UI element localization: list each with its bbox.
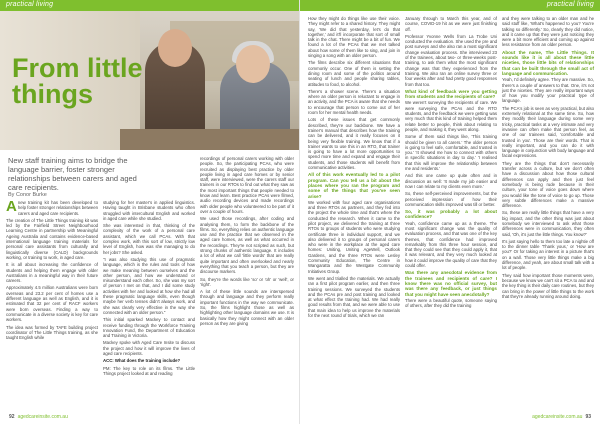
section-label: practical living bbox=[6, 1, 54, 8]
section-header-right bbox=[300, 0, 600, 11]
right-column-1: How they might do things like use their voice. They might refer to a shared history. They might say, 'We did that yesterday, let's do that together,' and it'll incorporate that sort of small talk in the chat. There might be a bit of fun. We found a lot of the PCAs that we met talked about how some of them like to sing, and join in singing a song with an older person. The films describe six different situations that commonly occur. One of them is setting the dining room and some of the politics around seating of lunch and people sharing tables, attitudes to food, to alcohol. There's a shower scene. There's a situation where an older person is reluctant to engage in an activity, and the PCA is aware that she needs to encourage that person to come out of her room for her mental health needs. Lots of these issues that get commonly described, they're our backbone. We have a trainer's manual that describes how the training can be delivered, and it really focuses on it being very flexible training. We know that if a trainer wants to use this in an RTO, that trainer is going to have a lot more opportunities to spend more time and expand and engage their students, and those students will benefit from communicative activities. All of this work eventually led to a pilot program. Can you tell us a bit about the places where you ran the program and some of the things that you've seen arise? We worked with four aged care organisations and three RTOs as partners, and they fed into the project the whole time and that's where the conducted the research. When it came to the pilot project, we delivered the training at three RTOs to groups of students who were studying certificate three in individual support, and we also delivered it to groups of personal carers who were in the workplace at the aged care homes: Uniting, Uniting AgeWell, Outlook Gardens, and the three RTOs were Lesley Community Education, The Centre in Wangaratta and the Westgate Community Initiatives Group. We went and trialled the materials. We actually ran a first pilot program earlier, and then three training sessions. We surveyed the students and the PCAs pre and post training and looked at what effect the training had. We had really good results from that, and we were able to use that main idea to help us improve the materials for the next round of trials, which we ran bbox=[308, 16, 400, 319]
right-column-3: and they were talking to an older man and he said stuff like, 'What's happened to you? You're talking so differently.' So, clearly they did notice, and it came up that they were just noticing they were a bit more efficient and coming up against less resistance from an older person. About the name, The Little Things. It sounds like it is all about these little niceties, those little bits of relationships that can be built through the small act of language and communication. Yeah, I'd definitely agree. They are massive. So, there's a couple of answers to that. One, it's not just the niceties. They are really important ways of how you modify your practical type of language. The PCA's job is seen as very practical, but also extremely relational at the same time. So, how they modify their language during some very tricky, practical tasks at a very intimate and very invasive can often make that person feel, as one of our trainees said, 'comfortable and trusted in you'. Those are their words. That is really important, and you can do it with language in conjunction with body language and facial expressions. They are the things that don't necessarily transfer across a culture, but we don't often have a discussion about how those cultural differences can apply and then just feel somebody is being rude because in their culture, your tone of voice goes down where you would like the tone of voice to go up. Those very subtle differences make a massive difference. So, these are really little things that have a very big impact, and the other thing was just about somebody we interviewed to ask what those differences were in communication, they often said, 'Oh, it's just the little things. You know?' It's just saying hello to them too late a nightie off to the dinner table 'Thank yous,' or 'How are you?' Or for taking an interest in a picture that's on a wall. Those very little things make a big difference, and yeah, are about small talk with a lot of people. They said how important those moments were, because we know we can't sit a PCA to and and the key thing is their daily care routines, but they can bring in the power of little things to the work that they're already running around doing. bbox=[502, 16, 594, 299]
article-title: From little things bbox=[12, 53, 143, 109]
left-column-2: studying for her master's in applied linguistics. Having taught in Brisbane students who often struggled with intercultural English and worked in aged care while she studied. She was interested in that, thinking of the complexity of the work of a personal care assistant, which we call PCAs. With that complex work, with this sort of low, strictly low level of English, how was she managing to do her jobs? She asked. "I was also studying this use of pragmatic language, which is the rules and tools of how we make meaning between ourselves and the other person, and how we understand or misunderstand each other. So, she was my sort of person I met on that, and I did some study activities with her and looked at how she had all these pragmatic language skills, even though maybe her verb tenses didn't always work, and she was clearly very effective in the way she connected with an older person." This initial sparked Mackey to contact and receive funding through the Workforce Training Innovation Fund, the Department of Education and Training in Victoria. Mackey spoke with Aged Care Insite to discuss the project and how it will improve the lives of aged care recipients. ACC: What does the training include? PM: The key to role on its films. The Little Things project looked at and reading bbox=[103, 200, 195, 376]
section-header bbox=[0, 0, 299, 11]
left-column-3: recordings of personal carers working with older people. So, the participating PCAs, who were recruited as displaying best practice by older people living in aged care homes or by senior staff, were interviewed, were the carers staff our trainers in our RTOs to find out what they saw as the most important things that people needed to know and learn. Best practice PCAs were filmed, audio recording devices and made recordings with older people who volunteered to be part of it over a couple of hours. We used those recordings, after coding and analysing them, to form the backbone of the films. So, everything relies on authentic language use and the practice that we observed in the aged care homes, as well as what occurred in the recordings. They're not scripted as such, but strong chunks of authentic language. It includes a lot of what we call 'little words' that are really quite important and often overlooked and nearly everything that you teach a person, but they are discourse markers. So, they're the words like 'so' or 'oh' or 'well', or 'right'. A lot of these little sounds are interspersed through and language and they perform really important functions in the way we communicate. So, the films highlight those as well as highlighting other language domains we use. It is basically how they might connect with an older person as they are giving bbox=[200, 156, 294, 326]
right-footer: agedcareinsite.com.au 93 bbox=[532, 414, 591, 420]
left-footer: 92 agedcareinsite.com.au bbox=[9, 414, 68, 420]
left-column-1: Anew training kit has been developed to help foster stronger relationships between carers and aged care recipients. The creation of The Little Things training kit was led by the Fairfield Street Neighbourhood Learning Centre in partnership with Meaningful Ageing Australia and contains evidence-based international language training materials for personal care assistants from culturally and linguistically diverse (CALD) backgrounds working, or training to work, in aged care. It is all about increasing the confidence of students and helping them engage with older Australians in a meaningful way in their future careers. Approximately 4.5 million Australians were born overseas and 23.2 per cent of homes use a different language as well as English, and it is estimated that 32 per cent of RACF workers were born overseas. Finding a way to communicate in a diverse society is key for care workers. The idea was formed by TAFE building project coordinator of The Little Things training, as she taught English while bbox=[6, 198, 98, 341]
section-label-right: practical living bbox=[546, 1, 594, 8]
right-page bbox=[300, 0, 600, 424]
standfirst: New staff training aims to bridge the language barrier, foster stronger relationships between carers and aged care recipients. bbox=[8, 156, 137, 192]
byline: By Conor Burke bbox=[8, 192, 47, 198]
right-column-2: January through to March this year, and of course, COVID-19 hit as we were just finishing off. Professor Yvonne Wells from La Trobe Uni conducted the evaluation. She used the pre and post surveys and she also ran a most significant change evaluation process. She interviewed 23 of the trainees, about two- or three-weeks post-training, to ask them what the most significant change was that they experienced from the training. We also ran an online survey three or four weeks after and had pretty good responses from that too. What kind of feedback were you getting from students and the recipients of care? We weren't surveying the recipients of care. We were surveying the PCAs and the RTO students, and the feedback we were getting was very much that this kind of training helped them relate better to people, think about relating to people, and making it, they went along. Some of them said things like, 'This training should be given to all carers.' The older person is going to feel safe, comfortable, and trusted in you.' 'It showed me how to connect with others in specific situations in day to day.' 'I realised that this will improve the relationship between me and residents.' And this one came up quite often and in discussion as well: 'It made my job easier and now I can relate to my clients even more.' So, these self-perceived improvements, but the perceived impression of how their communication skills improved was till or better. So, it was probably a lot about confidence? Yeah, confidence came up as a theme. The most significant change was the quality of evaluation process, and that was one of the key themes, that confidence had improved remarkably from this three hour session, and that they could see that they could apply it, that it was relevant, and they very much looked at how it could improve the quality of care that they could offer. Was there any anecdotal evidence from the trainees and recipients of care? I know there was no official survey, but was there any feedback, or just things that you might have seen anecdotally? There were a beautiful quote, someone saying of others, after they did the training bbox=[405, 16, 497, 309]
